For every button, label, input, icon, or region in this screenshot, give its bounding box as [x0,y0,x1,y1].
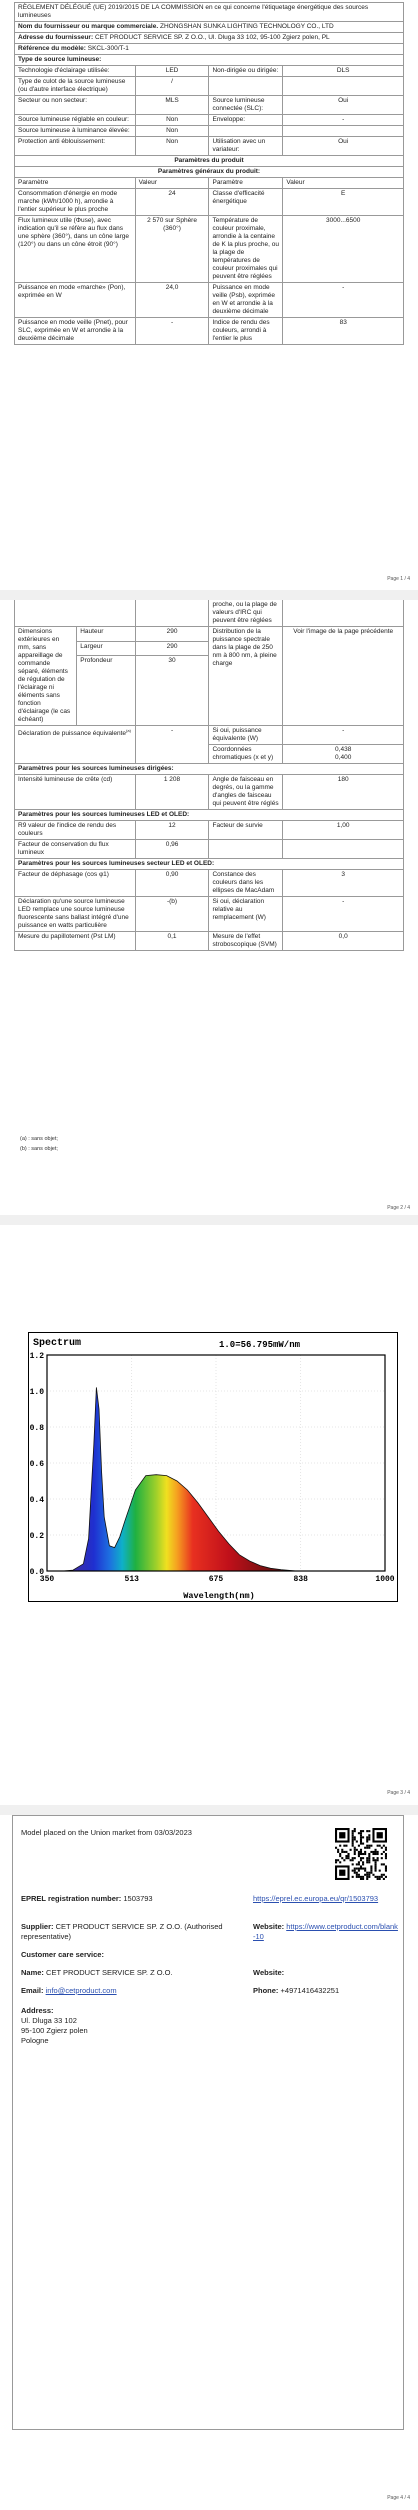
address-label: Adresse du fournisseur: [18,34,94,41]
mains-param-right: Constance des couleurs dans les ellipses de MacAdam [209,870,283,897]
directional-param-left: Intensité lumineuse de crête (cd) [15,775,136,810]
website2-label: Website: [253,1968,285,1977]
y-tick-label: 0.2 [29,1532,44,1541]
website-label: Website: [253,1922,285,1931]
equiv-right-label: Si oui, puissance équivalente (W) [209,726,283,745]
type-value-right: Oui [283,96,404,115]
led-value-right [283,840,404,859]
type-value-right [283,77,404,96]
spectrum-chart-svg [29,1333,399,1603]
type-param-left: Source lumineuse réglable en couleur: [15,115,136,126]
general-value-right: 3000...6500 [283,216,404,283]
y-tick-label: 0.8 [29,1424,44,1433]
chart-annotation: 1.0=56.795mW/nm [219,1340,301,1350]
type-row [15,137,404,156]
mains-value-right: - [283,897,404,932]
dim-depth-value: 30 [135,656,209,726]
general-value-left: 24 [135,189,209,216]
type-row [15,96,404,115]
email-label: Email: [21,1986,44,1995]
mains-row [15,870,404,897]
dim-width-label: Largeur [77,641,135,656]
dimensions-label: Dimensions extérieures en mm, sans appareillage de commande séparé, éléments de régulation de l'éclairage ni éléments sans fonction d'éclairage (le cas échéant) [15,627,77,726]
address-value: CET PRODUCT SERVICE SP. Z O.O., Ul. Dluga 33 102, 95-100 Zgierz polen, PL [94,34,330,41]
page-number: Page 3 / 4 [387,1790,410,1796]
phone-value: +4971416432251 [280,1986,340,1995]
type-value-right: Oui [283,137,404,156]
spectral-label: Distribution de la puissance spectrale dans la plage de 250 nm à 800 nm, à pleine charge [209,627,283,726]
footnote-b: (b) : sans objet; [20,1146,58,1152]
column-header: Paramètre [15,178,136,189]
directional-row [15,775,404,810]
type-param-right: Non-dirigée ou dirigée: [209,66,283,77]
mains-param-right: Si oui, déclaration relative au remplacement (W) [209,897,283,932]
page-number: Page 4 / 4 [387,2495,410,2501]
supplier-value: ZHONGSHAN SUNKA LIGHTING TECHNOLOGY CO., LTD [159,23,334,30]
type-param-left: Protection anti éblouissement: [15,137,136,156]
general-param-right: Indice de rendu des couleurs, arrondi à l'entier le plus [209,318,283,345]
model-label: Référence du modèle: [18,45,86,52]
mains-value-left: 0,90 [135,870,209,897]
general-param-left: Puissance en mode veille (Pnet), pour SLC, exprimée en W et arrondie à la deuxième décimale [15,318,136,345]
dim-height-value: 290 [135,627,209,642]
address-line-2: 95-100 Zgierz polen [21,2026,88,2035]
email-link[interactable]: info@cetproduct.com [45,1986,117,1995]
led-value-right: 1,00 [283,821,404,840]
type-param-left: Source lumineuse à luminance élevée: [15,126,136,137]
mains-heading: Paramètres pour les sources lumineuses secteur LED et OLED: [15,859,404,870]
mains-param-right: Mesure de l'effet stroboscopique (SVM) [209,932,283,951]
mains-row [15,932,404,951]
footnote-a: (a) : sans objet; [20,1136,58,1142]
type-value-left: Non [135,126,209,137]
y-tick-label: 0.6 [29,1460,44,1469]
customer-care-heading: Customer care service: [21,1950,104,1959]
name-value: CET PRODUCT SERVICE SP. Z O.O. [46,1968,173,1977]
type-param-right: Enveloppe: [209,115,283,126]
y-tick-label: 1.0 [29,1388,44,1397]
equiv-value: - [135,726,209,764]
general-row [15,283,404,318]
general-row [15,216,404,283]
supplier-label: Nom du fournisseur ou marque commerciale. [18,23,159,30]
y-tick-label: 0.0 [29,1568,44,1577]
led-row [15,840,404,859]
mains-param-left: Facteur de déphasage (cos φ1) [15,870,136,897]
column-header: Valeur [135,178,209,189]
mains-value-right: 3 [283,870,404,897]
mains-value-right: 0,0 [283,932,404,951]
product-info-table [14,2,404,345]
type-value-left: Non [135,115,209,126]
directional-value-right: 180 [283,775,404,810]
address-line-3: Pologne [21,2036,49,2045]
led-param-right [209,840,283,859]
regulation-header: RÈGLEMENT DÉLÉGUÉ (UE) 2019/2015 DE LA COMMISSION en ce qui concerne l'étiquetage énergétique des sources lumineuses [15,3,404,22]
chart-title: Spectrum [33,1338,82,1349]
x-tick-label: 675 [208,1575,224,1584]
placed-on-market: Model placed on the Union market from 03/03/2023 [21,1828,192,1837]
equiv-label: Déclaration de puissance équivalente [18,730,127,738]
address-label: Address: [21,2006,54,2015]
general-value-right: 83 [283,318,404,345]
general-value-left: 24,0 [135,283,209,318]
spectrum-chart [28,1332,398,1602]
mains-param-left: Mesure du papillotement (Pst LM) [15,932,136,951]
address-line-1: Ul. Dluga 33 102 [21,2016,77,2025]
x-tick-label: 1000 [375,1575,395,1584]
type-value-right [283,126,404,137]
type-value-right: DLS [283,66,404,77]
x-tick-label: 513 [124,1575,139,1584]
led-value-left: 0,96 [135,840,209,859]
type-value-left: Non [135,137,209,156]
general-param-left: Puissance en mode «marche» (Pon), exprimée en W [15,283,136,318]
spectral-value: Voir l'image de la page précédente [283,627,404,726]
column-header: Paramètre [209,178,283,189]
general-param-right: Classe d'efficacité énergétique [209,189,283,216]
page-1 [0,0,418,590]
general-value-right: E [283,189,404,216]
type-row [15,66,404,77]
cri-continued: proche, ou la plage de valeurs d'IRC qui peuvent être réglées [209,600,283,627]
eprel-link[interactable]: https://eprel.ec.europa.eu/qr/1503793 [253,1894,379,1903]
equiv-footnote-mark: (a) [126,728,131,733]
dim-width-value: 290 [135,641,209,656]
supplier-value: CET PRODUCT SERVICE SP. Z O.O. (Authorised representative) [21,1922,223,1941]
type-value-left: MLS [135,96,209,115]
type-param-left: Secteur ou non secteur: [15,96,136,115]
type-row [15,115,404,126]
type-param-right [209,126,283,137]
led-param-right: Facteur de survie [209,821,283,840]
column-header: Valeur [283,178,404,189]
led-param-left: Facteur de conservation du flux lumineux [15,840,136,859]
supplier-label: Supplier: [21,1922,54,1931]
general-value-right: - [283,283,404,318]
y-tick-label: 1.2 [29,1352,44,1361]
led-heading: Paramètres pour les sources lumineuses LED et OLED: [15,810,404,821]
name-label: Name: [21,1968,44,1977]
directional-value-left: 1 208 [135,775,209,810]
equiv-right-value: - [283,726,404,745]
x-tick-label: 350 [39,1575,55,1584]
mains-value-left: 0,1 [135,932,209,951]
spectrum-area [47,1387,385,1571]
general-param-right: Température de couleur proximale, arrondie à la centaine de K la plus proche, ou la plage de températures de couleur proximales qui peuvent être réglées [209,216,283,283]
website-link[interactable]: https://www.cetproduct.com/blank-10 [253,1922,398,1941]
dim-depth-label: Profondeur [77,656,135,726]
chroma-x: 0,438 [335,746,352,753]
page-number: Page 2 / 4 [387,1205,410,1211]
y-tick-label: 0.4 [29,1496,44,1505]
general-param-left: Flux lumineux utile (Φuse), avec indication qu'il se réfère au flux dans une sphère (360°), dans un cône large (120°) ou dans un cône étroit (90°) [15,216,136,283]
mains-row [15,897,404,932]
model-value: SKCL-300/T-1 [87,45,129,52]
page-number: Page 1 / 4 [387,576,410,582]
general-param-left: Consommation d'énergie en mode marche (kWh/1000 h), arrondie à l'entier supérieur le plus proche [15,189,136,216]
type-param-right [209,77,283,96]
type-heading: Type de source lumineuse: [15,55,404,66]
eprel-value: 1503793 [123,1894,153,1903]
x-axis-label: Wavelength(nm) [183,1591,255,1601]
general-value-left: 2 570 sur Sphère (360°) [135,216,209,283]
type-param-left: Technologie d'éclairage utilisée: [15,66,136,77]
type-param-right: Utilisation avec un variateur: [209,137,283,156]
type-value-right: - [283,115,404,126]
type-param-left: Type de culot de la source lumineuse (ou d'autre interface électrique) [15,77,136,96]
led-param-left: R9 valeur de l'indice de rendu des couleurs [15,821,136,840]
led-value-left: 12 [135,821,209,840]
type-row [15,126,404,137]
mains-param-left: Déclaration qu'une source lumineuse LED remplace une source lumineuse fluorescente sans ballast intégré d'une puissance en watts particulière [15,897,136,932]
eprel-label: EPREL registration number: [21,1894,122,1903]
eprel-card [12,1815,404,2430]
general-heading: Paramètres du produit [15,156,404,167]
general-row [15,318,404,345]
phone-label: Phone: [253,1986,279,1995]
type-value-left: LED [135,66,209,77]
general-value-left: - [135,318,209,345]
parameters-table [14,600,404,951]
led-row [15,821,404,840]
qr-code-icon[interactable] [335,1828,387,1880]
chroma-label: Coordonnées chromatiques (x et y) [209,745,283,764]
dim-height-label: Hauteur [77,627,135,642]
x-tick-label: 838 [293,1575,308,1584]
type-param-right: Source lumineuse connectée (SLC): [209,96,283,115]
directional-heading: Paramètres pour les sources lumineuses dirigées: [15,764,404,775]
directional-param-right: Angle de faisceau en degrés, ou la gamme d'angles de faisceau qui peuvent être réglés [209,775,283,810]
general-subheading: Paramètres généraux du produit: [15,167,404,178]
general-param-right: Puissance en mode veille (Psb), exprimée en W et arrondie à la deuxième décimale [209,283,283,318]
general-row [15,189,404,216]
chroma-y: 0,400 [335,754,352,761]
type-value-left: / [135,77,209,96]
mains-value-left: -(b) [135,897,209,932]
type-row [15,77,404,96]
page-2 [0,600,418,1215]
